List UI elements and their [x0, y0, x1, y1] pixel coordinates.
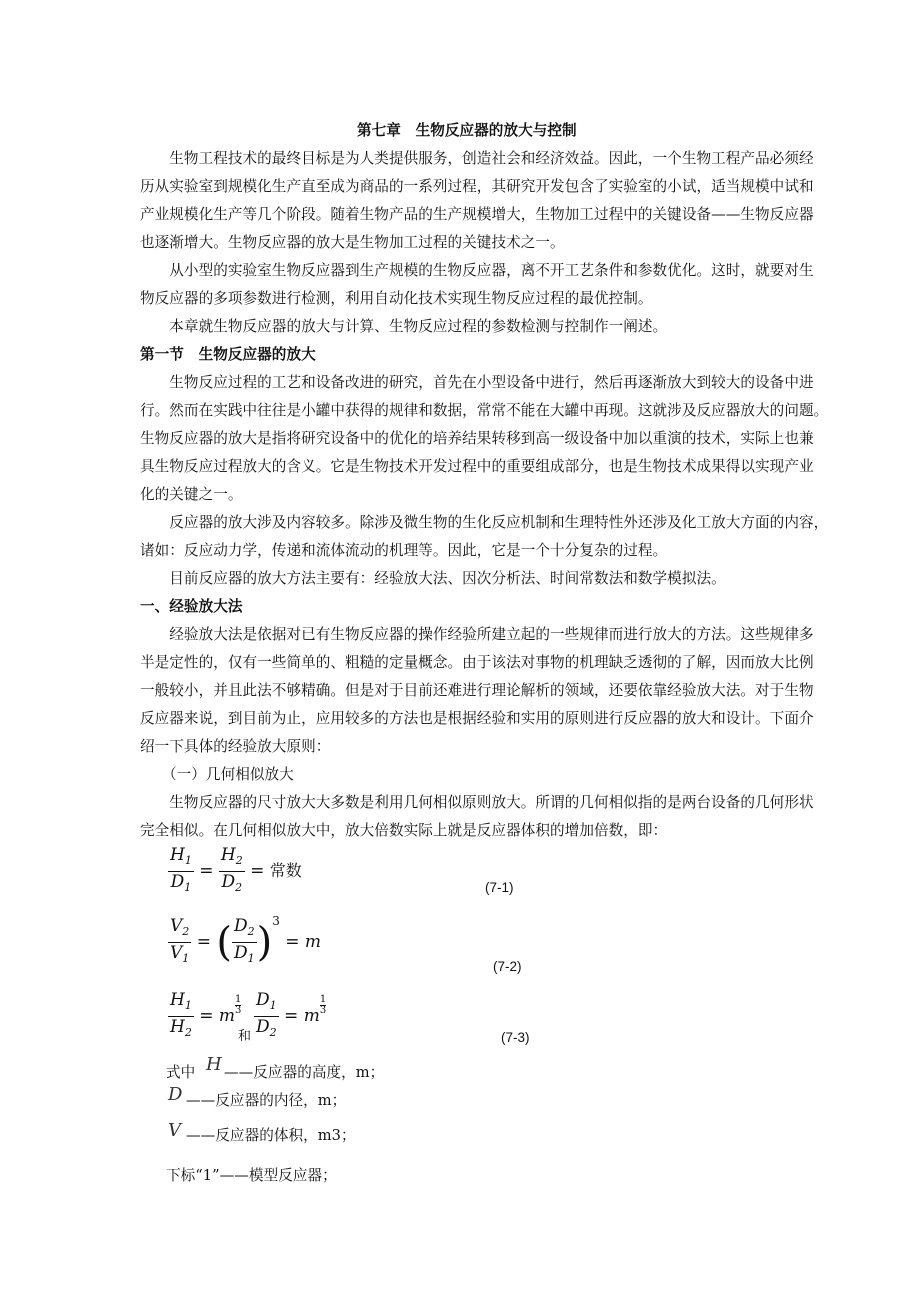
def-v: ——反应器的体积，m3；	[186, 1127, 356, 1144]
paragraph-line: 一般较小，并且此法不够精确。但是对于目前还难进行理论解析的领域，还要依靠经验放大法。对于生物	[140, 682, 814, 699]
equation-number: (7-2)	[493, 959, 522, 974]
paragraph-line: 也逐渐增大。生物反应器的放大是生物加工过程的关键技术之一。	[140, 234, 565, 251]
paragraph-line: 从小型的实验室生物反应器到生产规模的生物反应器，离不开工艺条件和参数优化。这时，就要对生	[140, 262, 814, 279]
d-symbol: D	[168, 1084, 183, 1105]
exp-numerator: 1	[319, 994, 327, 1005]
equation-number: (7-1)	[485, 880, 514, 895]
paragraph-line: 诸如：反应动力学，传递和流体流动的机理等。因此，它是一个十分复杂的过程。	[140, 542, 668, 559]
equation-7-2: $\frac{V_2}{V_1}$ = ( $\frac{D_2}{D_1}$ )$^3$ = m	[170, 914, 322, 966]
paragraph-line: 完全相似。在几何相似放大中，放大倍数实际上就是反应器体积的增加倍数，即：	[140, 822, 668, 839]
and-label: 和	[238, 1029, 252, 1044]
def-h: ——反应器的高度，m；	[224, 1064, 385, 1081]
equation-number: (7-3)	[501, 1030, 530, 1045]
paragraph-line: 半是定性的，仅有一些简单的、粗糙的定量概念。由于该法对事物的机理缺乏透彻的了解，因而放大比例	[140, 654, 814, 671]
exp-numerator: 1	[235, 994, 242, 1005]
paragraph-line: 物反应器的多项参数进行检测，利用自动化技术实现生物反应过程的最优控制。	[140, 290, 653, 307]
paragraph-line: 反应器的放大涉及内容较多。除涉及微生物的生化反应机制和生理特性外还涉及化工放大方面的内容，	[140, 514, 829, 531]
m-symbol: m	[304, 932, 322, 952]
equation-7-3-right: $\frac{D_1}{D_2}$ = m $\frac{1}{3}$	[256, 990, 327, 1039]
defs-prefix: 式中	[166, 1064, 196, 1081]
paragraph-line: 历从实验室到规模化生产直至成为商品的一系列过程，其研究开发包含了实验室的小试，适当规模中试和	[140, 178, 814, 195]
paragraph-line: 化的关键之一。	[140, 486, 243, 503]
subsubsection-heading: （一）几何相似放大	[140, 766, 294, 783]
paragraph-line: 反应器来说，到目前为止，应用较多的方法也是根据经验和实用的原则进行反应器的放大和设计。下面介	[140, 710, 814, 727]
section-heading: 第一节 生物反应器的放大	[140, 346, 316, 363]
paragraph-line: 生物反应器的放大是指将研究设备中的优化的培养结果转移到高一级设备中加以重演的技术，实际上也兼	[140, 430, 814, 447]
equation-7-3-left: $\frac{H_1}{H_2}$ = m $\frac{1}{3}$	[170, 990, 242, 1039]
subsection-heading: 一、经验放大法	[140, 598, 243, 615]
paragraph-line: 具生物反应过程放大的含义。它是生物技术开发过程中的重要组成部分，也是生物技术成果得以实现产业	[140, 458, 814, 475]
v-symbol: V	[168, 1120, 181, 1141]
exp-denominator: 3	[319, 1005, 327, 1016]
exp-denominator: 3	[235, 1005, 242, 1016]
def-subscript-1: 下标“1”——模型反应器；	[166, 1167, 337, 1184]
paragraph-line: 生物工程技术的最终目标是为人类提供服务，创造社会和经济效益。因此，一个生物工程产品必须经	[140, 150, 814, 167]
paragraph-line: 生物反应过程的工艺和设备改进的研究，首先在小型设备中进行，然后再逐渐放大到较大的设备中进	[140, 374, 814, 391]
def-d: ——反应器的内径，m；	[186, 1092, 347, 1109]
paragraph-line: 本章就生物反应器的放大与计算、生物反应过程的参数检测与控制作一阐述。	[140, 318, 668, 335]
chapter-title: 第七章 生物反应器的放大与控制	[357, 122, 577, 139]
const-label: 常数	[269, 861, 302, 880]
h-symbol: H	[206, 1054, 222, 1075]
paragraph-line: 生物反应器的尺寸放大大多数是利用几何相似原则放大。所谓的几何相似指的是两台设备的几何形状	[140, 794, 814, 811]
paragraph-line: 行。然而在实践中往往是小罐中获得的规律和数据，常常不能在大罐中再现。这就涉及反应器放大的问题。	[140, 402, 829, 419]
equation-7-1: $\frac{H_1}{D_1}$ = $\frac{H_2}{D_2}$ = 常数	[170, 845, 302, 894]
paragraph-line: 经验放大法是依据对已有生物反应器的操作经验所建立起的一些规律而进行放大的方法。这些规律多	[140, 626, 814, 643]
paragraph-line: 产业规模化生产等几个阶段。随着生物产品的生产规模增大，生物加工过程中的关键设备——生物反应器	[140, 206, 814, 223]
exponent: 3	[272, 914, 280, 928]
paragraph-line: 绍一下具体的经验放大原则：	[140, 738, 331, 755]
paragraph-line: 目前反应器的放大方法主要有：经验放大法、因次分析法、时间常数法和数学模拟法。	[140, 570, 726, 587]
